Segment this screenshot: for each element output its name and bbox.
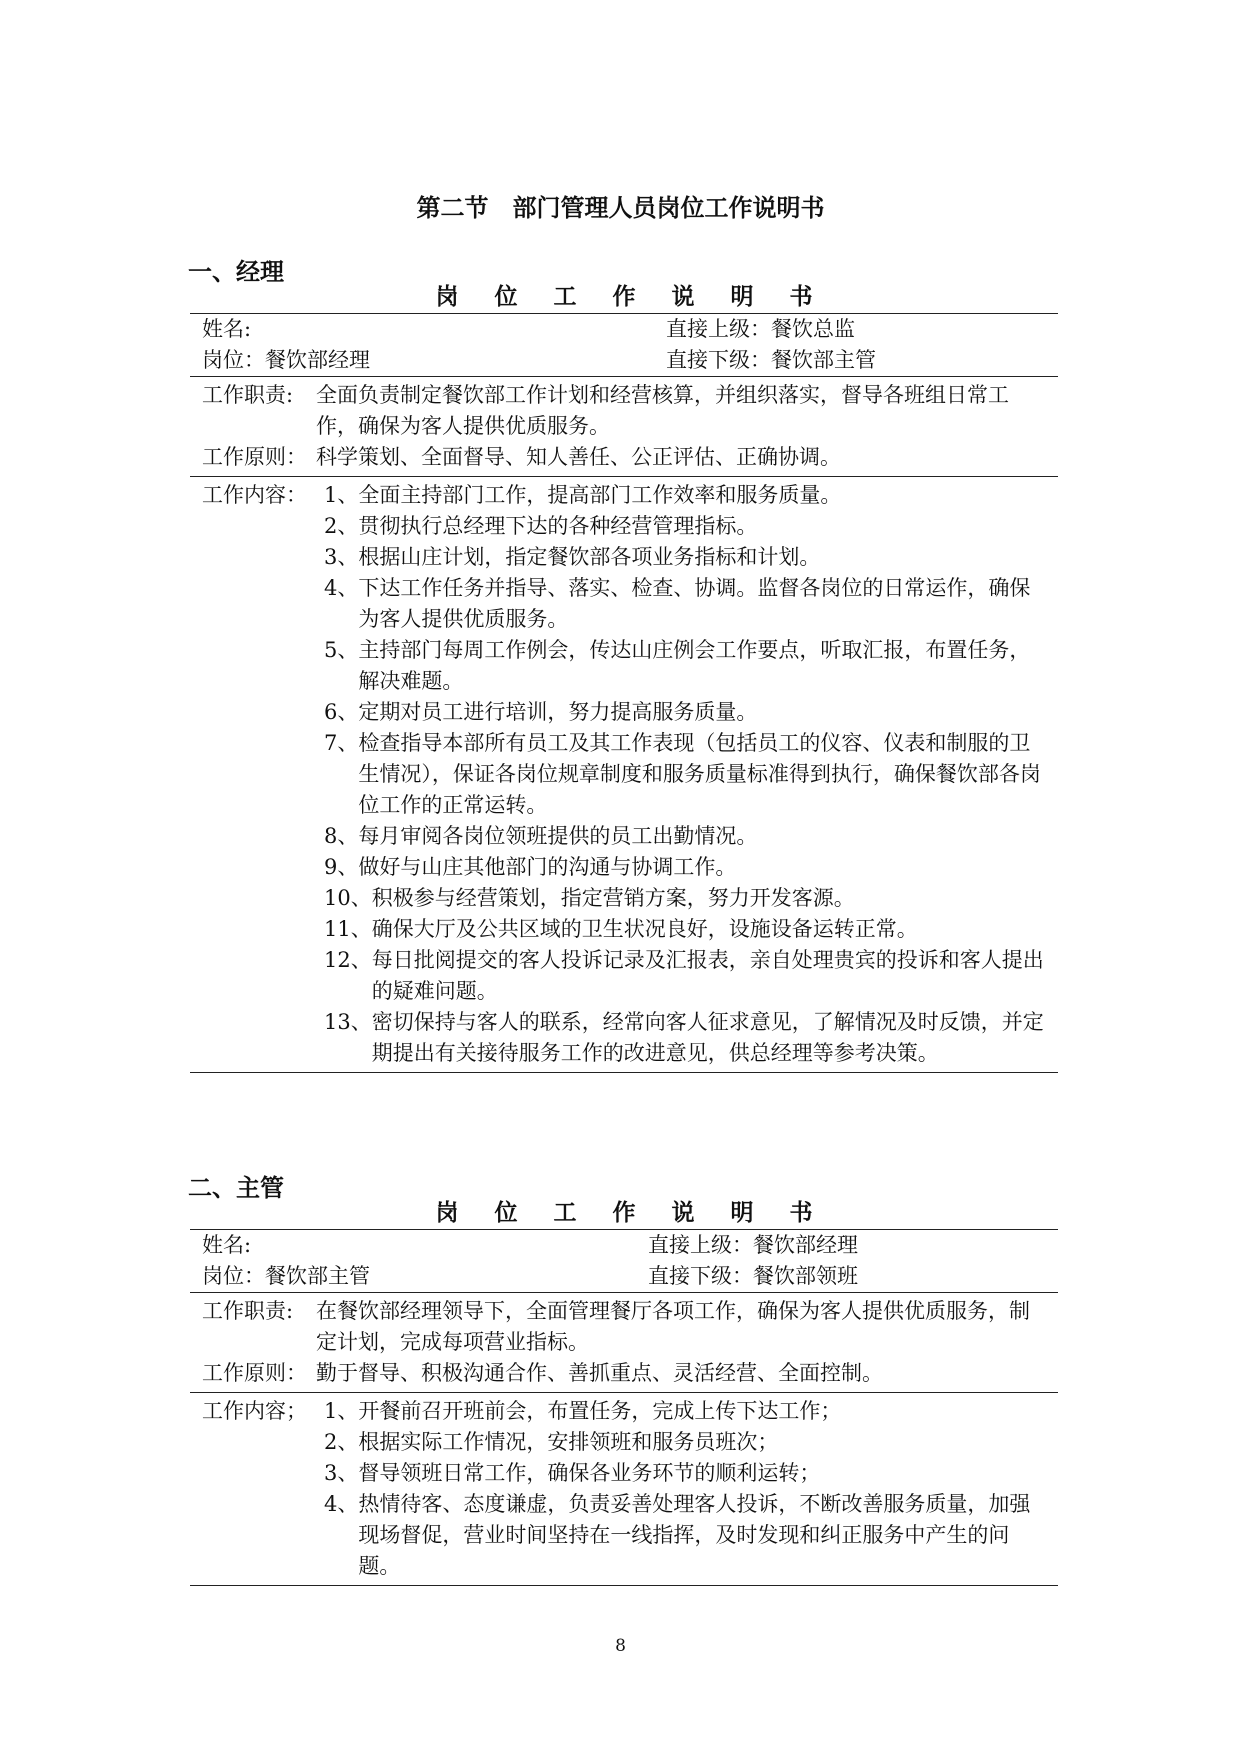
section-heading-supervisor: 二、主管 <box>188 1174 284 1202</box>
item-text: 积极参与经营策划，指定营销方案，努力开发客源。 <box>371 886 855 910</box>
duty-list <box>324 1396 1058 1582</box>
list-item <box>324 1007 1046 1069</box>
direct-superior: 直接上级：餐饮总监 <box>666 317 855 341</box>
item-text: 下达工作任务并指导、落实、检查、协调。监督各岗位的日常运作，确保为客人提供优质服务。 <box>358 576 1031 631</box>
item-number: 7、 <box>324 731 359 755</box>
item-text: 全面主持部门工作，提高部门工作效率和服务质量。 <box>358 483 842 507</box>
principle-label: 工作原则： <box>202 1361 307 1385</box>
list-item <box>324 697 1046 728</box>
list-item <box>324 480 1046 511</box>
item-number: 4、 <box>324 576 359 600</box>
duty-text: 全面负责制定餐饮部工作计划和经营核算，并组织落实，督导各班组日常工作，确保为客人提供优质服务。 <box>316 383 1009 438</box>
list-item <box>324 573 1046 635</box>
page-number: 8 <box>615 1636 626 1656</box>
card-title: 岗 位 工 作 说 明 书 <box>435 1200 827 1226</box>
item-text: 督导领班日常工作，确保各业务环节的顺利运转； <box>358 1461 821 1485</box>
direct-subordinate: 直接下级：餐饮部主管 <box>666 348 876 372</box>
duty-block <box>190 377 1058 476</box>
list-item <box>324 1458 1046 1489</box>
list-item <box>324 511 1046 542</box>
item-text: 检查指导本部所有员工及其工作表现（包括员工的仪容、仪表和制服的卫生情况），保证各岗位规章制度和服务质量标准得到执行，确保餐饮部各岗位工作的正常运转。 <box>358 731 1041 817</box>
principle-label: 工作原则： <box>202 445 307 469</box>
item-text: 开餐前召开班前会，布置任务，完成上传下达工作； <box>358 1399 842 1423</box>
item-text: 主持部门每周工作例会，传达山庄例会工作要点，听取汇报，布置任务，解决难题。 <box>358 638 1031 693</box>
divider <box>190 1585 1058 1586</box>
list-item <box>324 1489 1046 1582</box>
content-label: 工作内容； <box>202 1399 307 1423</box>
list-item <box>324 945 1046 1007</box>
position-label: 岗位：餐饮部经理 <box>202 348 370 372</box>
item-text: 根据山庄计划，指定餐饮部各项业务指标和计划。 <box>358 545 821 569</box>
item-number: 2、 <box>324 514 359 538</box>
principle-text: 勤于督导、积极沟通合作、善抓重点、灵活经营、全面控制。 <box>316 1361 883 1385</box>
item-number: 12、 <box>324 948 372 972</box>
name-label: 姓名: <box>202 1233 252 1257</box>
list-item <box>324 1427 1046 1458</box>
list-item <box>324 635 1046 697</box>
principle-text: 科学策划、全面督导、知人善任、公正评估、正确协调。 <box>316 445 841 469</box>
content-block <box>190 477 1058 1072</box>
duty-label: 工作职责: <box>202 383 294 407</box>
item-number: 8、 <box>324 824 359 848</box>
position-label: 岗位：餐饮部主管 <box>202 1264 370 1288</box>
item-number: 4、 <box>324 1492 359 1516</box>
direct-subordinate: 直接下级：餐饮部领班 <box>648 1264 858 1288</box>
item-number: 5、 <box>324 638 359 662</box>
duty-text: 在餐饮部经理领导下，全面管理餐厅各项工作，确保为客人提供优质服务，制定计划，完成每项营业指标。 <box>316 1299 1030 1354</box>
list-item <box>324 883 1046 914</box>
item-number: 2、 <box>324 1430 359 1454</box>
item-number: 3、 <box>324 545 359 569</box>
job-description-card-manager <box>190 281 1058 1073</box>
list-item <box>324 542 1046 573</box>
list-item <box>324 852 1046 883</box>
item-text: 每月审阅各岗位领班提供的员工出勤情况。 <box>358 824 758 848</box>
item-text: 每日批阅提交的客人投诉记录及汇报表，亲自处理贵宾的投诉和客人提出的疑难问题。 <box>371 948 1044 1003</box>
item-text: 确保大厅及公共区域的卫生状况良好，设施设备运转正常。 <box>371 917 918 941</box>
page-title: 第二节 部门管理人员岗位工作说明书 <box>416 194 825 222</box>
item-number: 6、 <box>324 700 359 724</box>
section-heading-manager: 一、经理 <box>188 258 284 286</box>
item-number: 11、 <box>324 917 372 941</box>
card-title: 岗 位 工 作 说 明 书 <box>435 284 827 310</box>
job-description-card-supervisor <box>190 1197 1058 1586</box>
list-item <box>324 821 1046 852</box>
item-text: 定期对员工进行培训，努力提高服务质量。 <box>358 700 758 724</box>
duty-label: 工作职责: <box>202 1299 294 1323</box>
name-label: 姓名: <box>202 317 252 341</box>
content-label: 工作内容： <box>202 483 307 507</box>
list-item <box>324 1396 1046 1427</box>
duty-list <box>324 480 1058 1069</box>
list-item <box>324 914 1046 945</box>
item-number: 10、 <box>324 886 372 910</box>
item-number: 13、 <box>324 1010 372 1034</box>
duty-block <box>190 1293 1058 1392</box>
direct-superior: 直接上级：餐饮部经理 <box>648 1233 858 1257</box>
item-number: 3、 <box>324 1461 359 1485</box>
item-text: 贯彻执行总经理下达的各种经营管理指标。 <box>358 514 758 538</box>
item-text: 做好与山庄其他部门的沟通与协调工作。 <box>358 855 737 879</box>
item-number: 9、 <box>324 855 359 879</box>
item-number: 1、 <box>324 483 359 507</box>
item-text: 热情待客、态度谦虚，负责妥善处理客人投诉，不断改善服务质量，加强现场督促，营业时间坚持在一线指挥，及时发现和纠正服务中产生的问题。 <box>358 1492 1031 1578</box>
content-block <box>190 1393 1058 1585</box>
item-text: 根据实际工作情况，安排领班和服务员班次； <box>358 1430 779 1454</box>
divider <box>190 1072 1058 1073</box>
item-text: 密切保持与客人的联系，经常向客人征求意见，了解情况及时反馈，并定期提出有关接待服务工作的改进意见，供总经理等参考决策。 <box>371 1010 1044 1065</box>
item-number: 1、 <box>324 1399 359 1423</box>
list-item <box>324 728 1046 821</box>
